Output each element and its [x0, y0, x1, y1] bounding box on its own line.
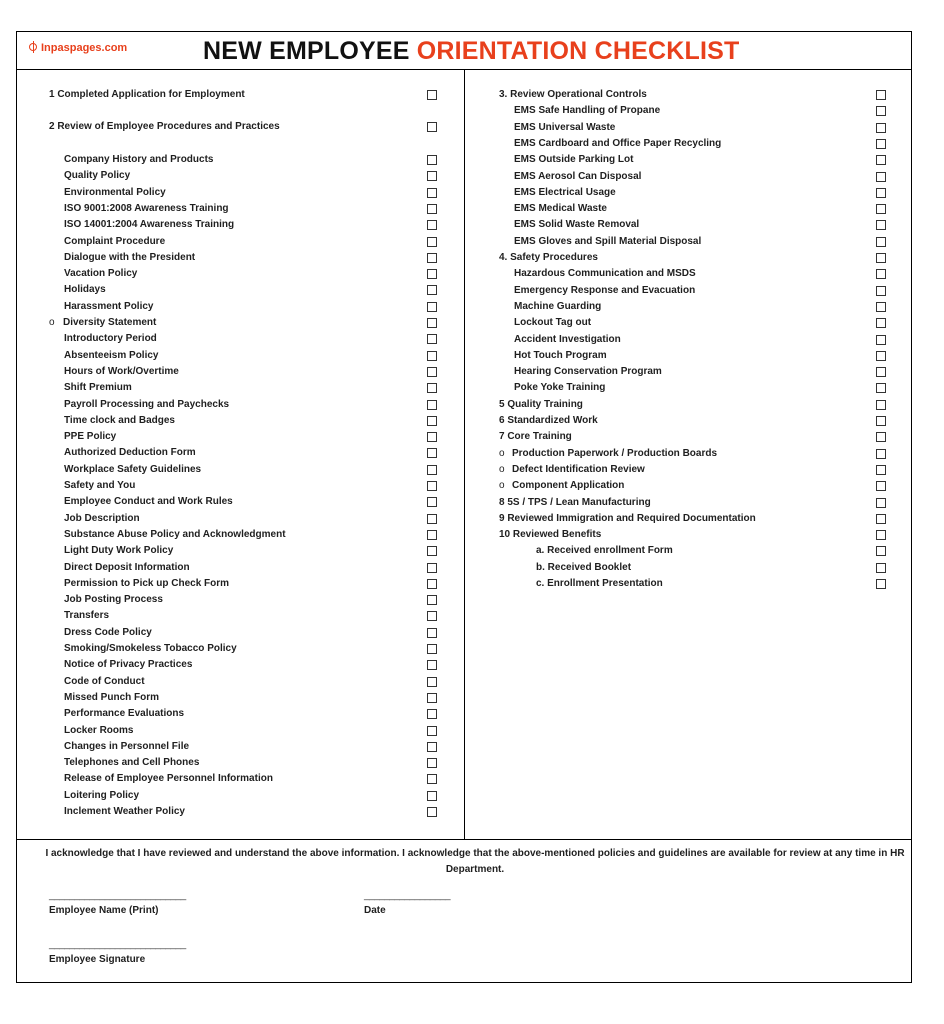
checklist-item-label: Harassment Policy [64, 300, 154, 312]
checkbox[interactable] [876, 220, 886, 230]
checklist-item [17, 250, 464, 266]
checkbox[interactable] [427, 383, 437, 393]
footer-divider [17, 839, 911, 840]
checkbox[interactable] [427, 726, 437, 736]
checklist-item-label: EMS Outside Parking Lot [514, 154, 634, 166]
page-title [203, 37, 739, 66]
checkbox[interactable] [876, 579, 886, 589]
checkbox[interactable] [876, 237, 886, 247]
checklist-item [17, 788, 464, 804]
checkbox[interactable] [427, 253, 437, 263]
checklist-item-label: Release of Employee Personnel Information [64, 773, 273, 785]
checklist-item [17, 494, 464, 510]
checklist-item-label: Transfers [64, 610, 110, 622]
checklist-item-label: Time clock and Badges [64, 414, 175, 426]
checklist-item-label: Loitering Policy [64, 789, 140, 801]
checklist-item [465, 234, 911, 250]
checklist-item-label: a. Received enrollment Form [536, 545, 673, 557]
checklist-item [465, 495, 911, 511]
checkbox[interactable] [427, 628, 437, 638]
checklist-item [17, 119, 464, 135]
checklist-item-label: Smoking/Smokeless Tobacco Policy [64, 643, 237, 654]
checklist-item [465, 103, 911, 119]
checklist-item [465, 250, 911, 266]
checklist-item [17, 168, 464, 184]
checkbox[interactable] [876, 139, 886, 149]
checklist-item [17, 429, 464, 445]
checkbox[interactable] [427, 774, 437, 784]
checklist-item-label: Introductory Period [64, 333, 157, 345]
checklist-item [17, 201, 464, 217]
name-line: ___________________________ [49, 890, 186, 901]
checklist-item [17, 331, 464, 347]
checkbox[interactable] [427, 677, 437, 687]
date-label: Date [364, 905, 386, 916]
checklist-item [17, 739, 464, 755]
checklist-item-label: Dress Code Policy [64, 626, 152, 638]
checklist-item-label: EMS Gloves and Spill Material Disposal [514, 235, 702, 247]
checklist-item [17, 625, 464, 641]
checklist-item [17, 511, 464, 527]
checkbox[interactable] [876, 546, 886, 556]
checkbox[interactable] [427, 595, 437, 605]
checklist-item [465, 299, 911, 315]
checklist-item [17, 674, 464, 690]
checklist-item-label: Diversity Statement [63, 317, 157, 328]
checklist-item-label: Accident Investigation [514, 333, 621, 345]
checklist-item [465, 380, 911, 396]
checklist-item [17, 804, 464, 820]
checkbox[interactable] [427, 465, 437, 475]
checklist-item [17, 348, 464, 364]
checklist-item [465, 478, 911, 494]
checkbox[interactable] [427, 318, 437, 328]
checklist-item [465, 185, 911, 201]
checklist-item-label: EMS Cardboard and Office Paper Recycling [514, 137, 722, 149]
checkbox[interactable] [876, 286, 886, 296]
checklist-item-label: Authorized Deduction Form [64, 447, 196, 459]
checkbox[interactable] [876, 416, 886, 426]
checklist-item-label: Performance Evaluations [64, 708, 185, 720]
checkbox[interactable] [427, 220, 437, 230]
checklist-item-label: Payroll Processing and Paychecks [64, 398, 230, 410]
checklist-item-label: c. Enrollment Presentation [536, 578, 663, 589]
bullet-icon: o [49, 317, 55, 328]
checklist-item [17, 706, 464, 722]
checklist-item-label: Hazardous Communication and MSDS [514, 268, 696, 280]
checklist-item [17, 397, 464, 413]
checklist-item [465, 87, 911, 103]
checklist-item [465, 397, 911, 413]
checklist-item [465, 527, 911, 543]
checklist-item-label: 4. Safety Procedures [499, 252, 598, 263]
checklist-item-label: Absenteeism Policy [64, 349, 159, 361]
checklist-item [17, 315, 464, 331]
checkbox[interactable] [876, 318, 886, 328]
checkbox[interactable] [876, 383, 886, 393]
checklist-item-label: Job Description [64, 512, 140, 524]
checklist-item-label: 5 Quality Training [499, 398, 583, 410]
checkbox[interactable] [427, 758, 437, 768]
checkbox[interactable] [427, 334, 437, 344]
checkbox[interactable] [876, 123, 886, 133]
checkbox[interactable] [876, 400, 886, 410]
checkbox[interactable] [427, 122, 437, 132]
checkbox[interactable] [427, 351, 437, 361]
checklist-item-label: Complaint Procedure [64, 235, 166, 247]
checkbox[interactable] [876, 155, 886, 165]
title-part-black: NEW EMPLOYEE [203, 37, 417, 65]
checklist-item-label: Environmental Policy [64, 186, 166, 198]
checkbox[interactable] [427, 171, 437, 181]
checklist-item-label: EMS Safe Handling of Propane [514, 105, 661, 117]
checklist-item-label: EMS Universal Waste [514, 121, 616, 133]
checklist-item-label: Safety and You [64, 480, 136, 491]
checklist-item [465, 429, 911, 445]
checklist-item [17, 87, 464, 103]
checklist-item [465, 283, 911, 299]
title-part-red: ORIENTATION CHECKLIST [416, 37, 740, 65]
checklist-item-label: 3. Review Operational Controls [499, 89, 647, 100]
checklist-item-label: Permission to Pick up Check Form [64, 577, 230, 589]
checklist-item-label: Production Paperwork / Production Boards [512, 447, 718, 459]
checklist-item [17, 364, 464, 380]
checkbox[interactable] [427, 400, 437, 410]
checklist-item-label: 8 5S / TPS / Lean Manufacturing [499, 496, 651, 508]
checkbox[interactable] [876, 367, 886, 377]
checkbox[interactable] [427, 807, 437, 817]
checklist-item [17, 266, 464, 282]
checklist-item-label: Telephones and Cell Phones [64, 757, 200, 769]
checklist-item [465, 120, 911, 136]
checklist-item-label: Hearing Conservation Program [514, 366, 662, 378]
checkbox[interactable] [876, 465, 886, 475]
checkbox[interactable] [427, 204, 437, 214]
checklist-item [17, 755, 464, 771]
checklist-item [17, 462, 464, 478]
checklist-item [17, 445, 464, 461]
checkbox[interactable] [427, 514, 437, 524]
checkbox[interactable] [876, 106, 886, 116]
checklist-item [17, 413, 464, 429]
signature-line: ___________________________ [49, 939, 186, 950]
checklist-item-label: 9 Reviewed Immigration and Required Documentation [499, 512, 756, 524]
checkbox[interactable] [427, 530, 437, 540]
checklist-item [17, 152, 464, 168]
checkbox[interactable] [876, 351, 886, 361]
checklist-item-label: EMS Medical Waste [514, 203, 607, 215]
checkbox[interactable] [427, 611, 437, 621]
checklist-item [465, 560, 911, 576]
checklist-sheet [16, 31, 912, 983]
checklist-item [465, 576, 911, 592]
checkbox[interactable] [427, 644, 437, 654]
checklist-item [465, 169, 911, 185]
checklist-item [17, 299, 464, 315]
checklist-item [17, 560, 464, 576]
checkbox[interactable] [876, 253, 886, 263]
checklist-item [17, 380, 464, 396]
checklist-item [465, 136, 911, 152]
bullet-icon: o [499, 447, 505, 459]
checklist-item-label: Emergency Response and Evacuation [514, 284, 696, 296]
checklist-item [465, 315, 911, 331]
checklist-item [17, 478, 464, 494]
checklist-item-label: Inclement Weather Policy [64, 806, 185, 817]
checkbox[interactable] [876, 302, 886, 312]
checkbox[interactable] [427, 563, 437, 573]
checklist-item [17, 185, 464, 201]
checkbox[interactable] [427, 237, 437, 247]
checkbox[interactable] [876, 172, 886, 182]
checklist-item [465, 266, 911, 282]
checkbox[interactable] [876, 563, 886, 573]
checklist-item-label: 7 Core Training [499, 431, 572, 443]
checkbox[interactable] [427, 660, 437, 670]
checklist-item-label: Company History and Products [64, 154, 214, 165]
checklist-item [465, 348, 911, 364]
checkbox[interactable] [427, 693, 437, 703]
checkbox[interactable] [876, 481, 886, 491]
checklist-item-label: Job Posting Process [64, 594, 163, 606]
checklist-item-label: Shift Premium [64, 382, 132, 394]
checklist-item-label: Light Duty Work Policy [64, 545, 174, 557]
checklist-item-label: Employee Conduct and Work Rules [64, 496, 233, 508]
checklist-item-label: EMS Solid Waste Removal [514, 219, 640, 231]
checkbox[interactable] [876, 335, 886, 345]
checkbox[interactable] [427, 546, 437, 556]
checklist-item-label: Machine Guarding [514, 300, 602, 312]
checklist-item-label: 2 Review of Employee Procedures and Practices [49, 121, 280, 132]
date-line: _________________ [364, 890, 451, 901]
checkbox[interactable] [427, 416, 437, 426]
checkbox[interactable] [427, 269, 437, 279]
checkbox[interactable] [876, 90, 886, 100]
bullet-icon: o [499, 463, 505, 475]
checklist-item-label: Substance Abuse Policy and Acknowledgment [64, 528, 286, 540]
checklist-item [17, 282, 464, 298]
checkbox[interactable] [876, 269, 886, 279]
checkbox[interactable] [427, 791, 437, 801]
checklist-item [465, 511, 911, 527]
checklist-item-label: Quality Policy [64, 170, 131, 182]
checklist-item-label: Locker Rooms [64, 724, 134, 736]
checklist-item-label: EMS Aerosol Can Disposal [514, 170, 642, 182]
checklist-item-label: Code of Conduct [64, 675, 145, 687]
checklist-item [465, 332, 911, 348]
checkbox[interactable] [876, 498, 886, 508]
checklist-item [17, 576, 464, 592]
checkbox[interactable] [876, 432, 886, 442]
checkbox[interactable] [427, 188, 437, 198]
checklist-item-label: Holidays [64, 284, 106, 296]
checkbox[interactable] [427, 90, 437, 100]
logo-icon [29, 42, 39, 52]
checklist-item-label: PPE Policy [64, 431, 117, 443]
checkbox[interactable] [876, 204, 886, 214]
checkbox[interactable] [427, 302, 437, 312]
checklist-item [465, 413, 911, 429]
checklist-item-label: Missed Punch Form [64, 691, 160, 703]
checklist-item [17, 543, 464, 559]
name-label: Employee Name (Print) [49, 905, 159, 916]
checklist-item-label: 6 Standardized Work [499, 415, 598, 426]
checklist-item [465, 201, 911, 217]
checklist-item-label: ISO 14001:2004 Awareness Training [64, 219, 235, 231]
checklist-item-label: EMS Electrical Usage [514, 186, 616, 198]
checklist-item-label: 10 Reviewed Benefits [499, 529, 602, 541]
checkbox[interactable] [427, 448, 437, 458]
checkbox[interactable] [427, 481, 437, 491]
checklist-item [17, 657, 464, 673]
checklist-item [17, 527, 464, 543]
checklist-item [17, 608, 464, 624]
checklist-item-label: Workplace Safety Guidelines [64, 463, 202, 475]
acknowledgement-text: I acknowledge that I have reviewed and understand the above information. I acknowledge that the above-mentioned policies and guidelines are available for review at any time in HR Department. [45, 848, 905, 875]
checklist-item-label: 1 Completed Application for Employment [49, 89, 245, 100]
site-logo [29, 42, 127, 54]
checklist-item-label: b. Received Booklet [536, 561, 632, 573]
checklist-item [17, 234, 464, 250]
checklist-item-label: Notice of Privacy Practices [64, 659, 193, 671]
checkbox[interactable] [427, 432, 437, 442]
checkbox[interactable] [876, 449, 886, 459]
checklist-item [17, 690, 464, 706]
checklist-item-label: Poke Yoke Training [514, 382, 606, 394]
checkbox[interactable] [427, 285, 437, 295]
checklist-item [465, 217, 911, 233]
checkbox[interactable] [427, 155, 437, 165]
checkbox[interactable] [427, 367, 437, 377]
checklist-item-label: Lockout Tag out [514, 317, 592, 329]
checklist-item [17, 641, 464, 657]
checklist-item-label: Hours of Work/Overtime [64, 365, 179, 377]
checkbox[interactable] [876, 530, 886, 540]
checklist-item-label: Defect Identification Review [512, 463, 645, 475]
checklist-item-label: Vacation Policy [64, 268, 138, 280]
checkbox[interactable] [427, 579, 437, 589]
checklist-item [465, 152, 911, 168]
checklist-item-label: Direct Deposit Information [64, 561, 190, 573]
checklist-item-label: Dialogue with the President [64, 251, 196, 263]
checklist-item [17, 723, 464, 739]
checklist-item [17, 592, 464, 608]
checklist-item-label: Changes in Personnel File [64, 740, 190, 752]
checkbox[interactable] [876, 188, 886, 198]
checklist-item [465, 446, 911, 462]
header [17, 32, 911, 70]
checklist-item [17, 771, 464, 787]
bullet-icon: o [499, 480, 505, 492]
checkbox[interactable] [876, 514, 886, 524]
logo-text: Inpaspages.com [41, 42, 128, 54]
checklist-item [17, 217, 464, 233]
checkbox[interactable] [427, 709, 437, 719]
checklist-item [465, 364, 911, 380]
checklist-item-label: ISO 9001:2008 Awareness Training [64, 202, 229, 214]
checkbox[interactable] [427, 497, 437, 507]
checklist-item-label: Component Application [512, 480, 625, 492]
checklist-item-label: Hot Touch Program [514, 349, 607, 361]
checklist-item [465, 462, 911, 478]
checkbox[interactable] [427, 742, 437, 752]
checklist-item [465, 543, 911, 559]
signature-label: Employee Signature [49, 954, 146, 965]
